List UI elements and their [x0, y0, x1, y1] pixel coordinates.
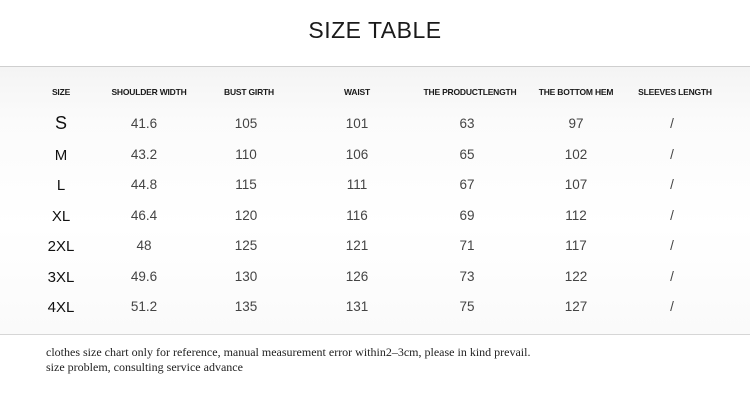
shoulder-cell: 46.4 — [130, 208, 158, 223]
bust-cell: 135 — [234, 299, 258, 314]
hem-cell: 102 — [564, 147, 588, 162]
sleeves-cell: / — [670, 147, 674, 162]
size-cell: 2XL — [47, 238, 75, 255]
table-row — [0, 269, 750, 299]
waist-cell: 101 — [345, 116, 369, 131]
shoulder-cell: 48 — [136, 238, 152, 253]
shoulder-cell: 43.2 — [130, 147, 158, 162]
hem-cell: 112 — [565, 208, 587, 223]
shoulder-cell: 49.6 — [130, 269, 158, 284]
bust-cell: 110 — [235, 147, 257, 162]
length-cell: 67 — [459, 177, 475, 192]
waist-cell: 111 — [346, 177, 368, 192]
length-cell: 63 — [459, 116, 475, 131]
header-bottom-hem: THE BOTTOM HEM — [538, 87, 614, 97]
length-cell: 75 — [459, 299, 475, 314]
hem-cell: 122 — [564, 269, 588, 284]
size-cell: M — [54, 147, 68, 164]
bust-cell: 125 — [234, 238, 258, 253]
hem-cell: 107 — [564, 177, 588, 192]
length-cell: 69 — [459, 208, 475, 223]
header-bust-girth: BUST GIRTH — [224, 87, 274, 97]
waist-cell: 116 — [346, 208, 368, 223]
waist-cell: 126 — [345, 269, 369, 284]
length-cell: 71 — [459, 238, 475, 253]
bust-cell: 120 — [234, 208, 258, 223]
shoulder-cell: 41.6 — [130, 116, 158, 131]
size-cell: 3XL — [47, 269, 75, 286]
shoulder-cell: 51.2 — [130, 299, 158, 314]
table-row — [0, 208, 750, 238]
bust-cell: 130 — [234, 269, 258, 284]
hem-cell: 97 — [568, 116, 584, 131]
header-product-length: THE PRODUCTLENGTH — [423, 87, 517, 97]
header-size: SIZE — [51, 87, 71, 97]
sleeves-cell: / — [670, 269, 674, 284]
waist-cell: 131 — [345, 299, 369, 314]
header-shoulder-width: SHOULDER WIDTH — [111, 87, 187, 97]
bust-cell: 115 — [235, 177, 257, 192]
table-row — [0, 147, 750, 177]
size-cell: L — [56, 177, 66, 194]
length-cell: 65 — [459, 147, 475, 162]
table-row — [0, 238, 750, 268]
service-note: size problem, consulting service advance — [46, 360, 243, 374]
sleeves-cell: / — [670, 208, 674, 223]
waist-cell: 121 — [345, 238, 369, 253]
size-cell: S — [54, 113, 68, 133]
size-cell: XL — [51, 208, 71, 225]
shoulder-cell: 44.8 — [130, 177, 158, 192]
sleeves-cell: / — [670, 299, 674, 314]
page-title: SIZE TABLE — [308, 17, 442, 43]
sleeves-cell: / — [670, 177, 674, 192]
size-cell: 4XL — [47, 299, 75, 316]
hem-cell: 127 — [564, 299, 588, 314]
sleeves-cell: / — [670, 238, 674, 253]
waist-cell: 106 — [345, 147, 369, 162]
hem-cell: 117 — [565, 238, 587, 253]
bust-cell: 105 — [234, 116, 258, 131]
header-waist: WAIST — [344, 87, 370, 97]
disclaimer-note: clothes size chart only for reference, manual measurement error within2–3cm, please in kind prevail. — [46, 345, 531, 359]
sleeves-cell: / — [670, 116, 674, 131]
header-sleeves-length: SLEEVES LENGTH — [638, 87, 712, 97]
length-cell: 73 — [459, 269, 475, 284]
table-row — [0, 299, 750, 329]
table-row — [0, 177, 750, 207]
table-row — [0, 113, 750, 146]
